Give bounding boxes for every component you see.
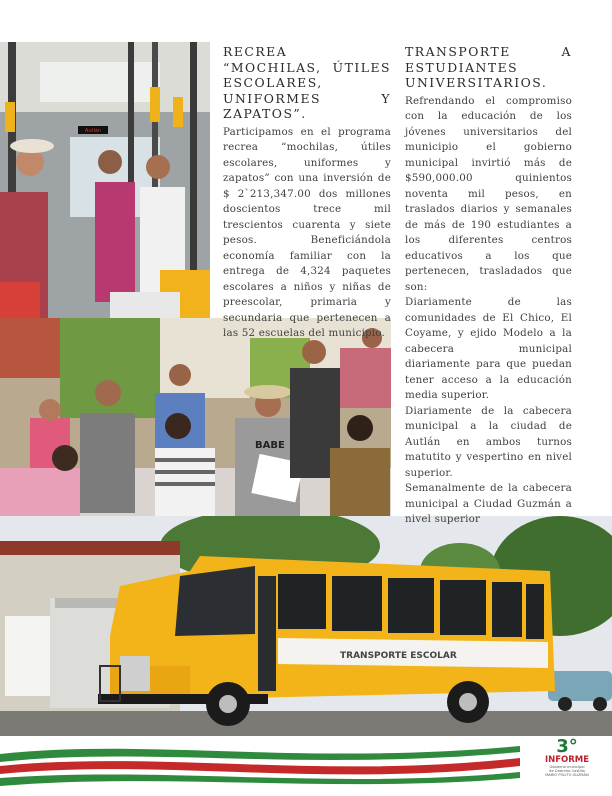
right-text-column — [405, 44, 572, 528]
logo-number: 3° — [556, 736, 578, 757]
logo-line-3: MARIO POLITO GUZMÁN — [545, 773, 589, 777]
transporte-paragraph-2: Diariamente de las comunidades de El Chico, El Coyame, y ejido Modelo a la cabecera municipal diariamente para que puedan tener acceso a la educación media superior. — [405, 296, 572, 401]
logo-line-1: Gobierno municipal — [549, 765, 585, 769]
shirt-text: BABE — [255, 440, 285, 451]
bus-side-text: TRANSPORTE ESCOLAR — [340, 651, 457, 661]
transporte-paragraph-4: Semanalmente de la cabecera municipal a Ciudad Guzmán a nivel superior — [405, 482, 572, 525]
recrea-heading: RECREA “MOCHILAS, ÚTILES ESCOLARES, UNIFORMES Y ZAPATOS”. — [223, 44, 391, 121]
bus-interior-sign: Autlán — [84, 128, 102, 134]
recrea-body: Participamos en el programa recrea “mochilas, útiles escolares, uniformes y zapatos” con una inversión de $ 2`213,347.00 dos millones doscientos trece mil trescientos cuarenta y siete pesos. Beneficiándola economía familiar con la entrega de 4,324 paquetes escolares a niños y niñas de preescolar, primaria y secundaria que pertenecen a las 52 escuelas del municipio. — [223, 125, 391, 339]
left-text-column — [223, 44, 391, 342]
photo-school-supplies-delivery — [0, 318, 391, 516]
photo-bus-interior — [0, 42, 210, 318]
logo-word: INFORME — [544, 755, 590, 765]
footer-stripes — [0, 736, 612, 792]
transporte-paragraph-3: Diariamente de la cabecera municipal a la ciudad de Autlán en ambos turnos matutito y vespertino en nivel superior. — [405, 404, 572, 479]
photo-school-bus — [0, 516, 612, 736]
transporte-paragraph-1: Refrendando el compromiso con la educación de los jóvenes universitarios del municipio el gobierno municipal invirtió más de $590,000.00 quinientos noventa mil pesos, en traslados diarios y semanales de más de 190 estudiantes a los diferentes centros educativos a los que pertenecen, trasladados que son: — [405, 94, 572, 293]
informe-logo — [530, 738, 604, 790]
transporte-heading: TRANSPORTE A ESTUDIANTES UNIVERSITARIOS. — [405, 44, 572, 90]
logo-line-2: de Casimiro Castillo — [549, 769, 585, 773]
